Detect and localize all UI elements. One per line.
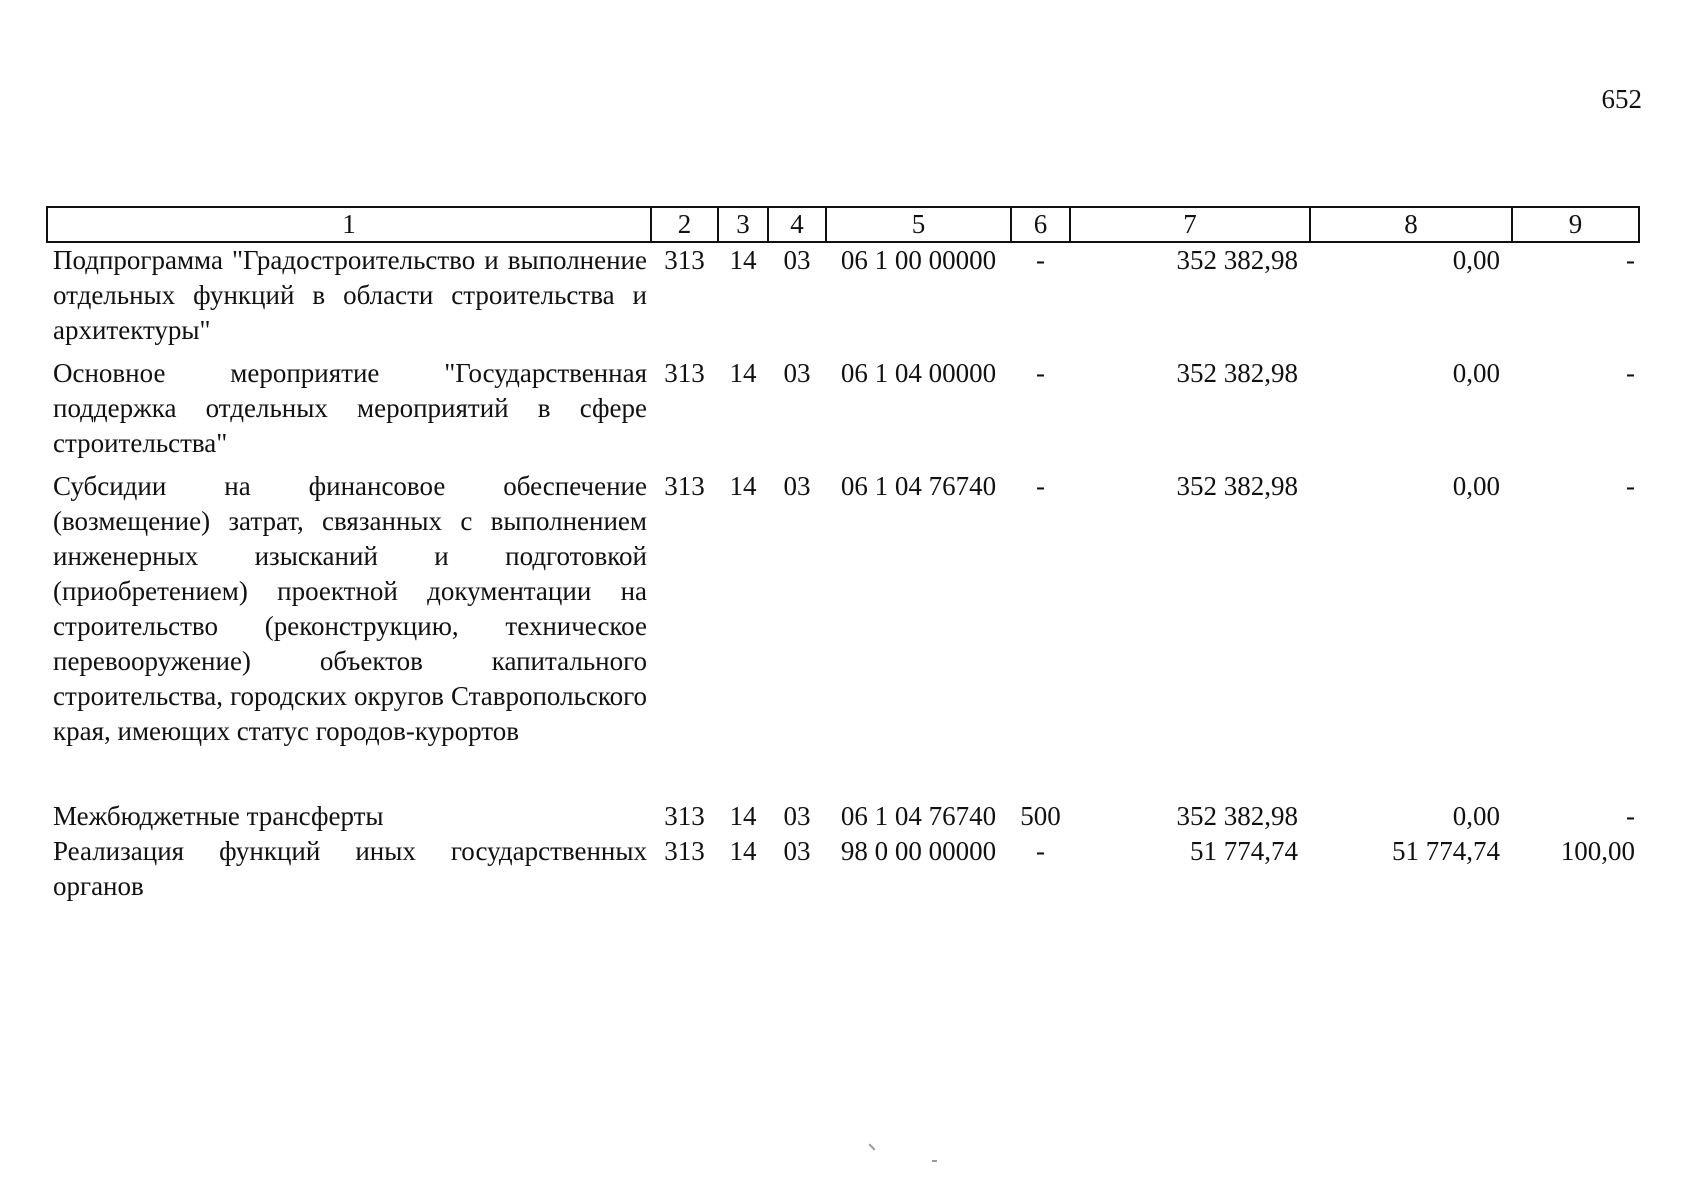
scan-artifact — [868, 1143, 875, 1150]
row-name: Субсидии на финансовое обеспечение (возмещение) затрат, связанных с выполнением инженерных изысканий и подготовкой (приобретением) проектной документации на строительство (реконструкцию, техническое перевооружение) объектов капитального строительства, городских округов Ставропольского края, имеющих статус городов-курортов — [53, 471, 647, 746]
header-row — [47, 207, 1639, 242]
row-actual-amount: 0,00 — [1452, 801, 1500, 831]
row-target-code: 06 1 04 76740 — [840, 471, 997, 501]
table-row — [47, 356, 1639, 469]
row-ministry-code: 313 — [664, 836, 705, 866]
table-row — [47, 469, 1639, 799]
header-col-8: 8 — [1310, 207, 1512, 242]
row-name: Подпрограмма "Градостроительство и выполнение отдельных функций в области строительства и архитектуры" — [53, 245, 647, 345]
row-subsection-code: 03 — [783, 471, 811, 501]
row-ministry-code: 313 — [664, 358, 705, 388]
table-body — [47, 242, 1639, 904]
page-number: 652 — [1601, 84, 1642, 114]
row-expense-type: 500 — [1020, 801, 1061, 831]
row-percent: - — [1626, 801, 1635, 831]
table-row — [47, 799, 1639, 834]
header-col-1: 1 — [47, 207, 651, 242]
table-row — [47, 834, 1639, 904]
row-target-code: 98 0 00 00000 — [840, 836, 997, 866]
row-expense-type: - — [1036, 358, 1045, 388]
budget-table — [46, 206, 1640, 904]
row-percent: 100,00 — [1560, 836, 1635, 866]
row-percent: - — [1626, 471, 1635, 501]
row-actual-amount: 0,00 — [1452, 471, 1500, 501]
row-expense-type: - — [1036, 245, 1045, 275]
header-col-7: 7 — [1070, 207, 1310, 242]
header-col-9: 9 — [1512, 207, 1639, 242]
header-col-6: 6 — [1011, 207, 1070, 242]
row-ministry-code: 313 — [664, 801, 705, 831]
row-target-code: 06 1 00 00000 — [840, 245, 997, 275]
row-actual-amount: 0,00 — [1452, 358, 1500, 388]
row-section-code: 14 — [729, 245, 757, 275]
row-planned-amount: 352 382,98 — [1176, 245, 1298, 275]
row-percent: - — [1626, 358, 1635, 388]
row-planned-amount: 51 774,74 — [1190, 836, 1298, 866]
header-col-2: 2 — [651, 207, 718, 242]
row-subsection-code: 03 — [783, 836, 811, 866]
table-header — [47, 207, 1639, 242]
table-row — [47, 242, 1639, 356]
row-subsection-code: 03 — [783, 245, 811, 275]
row-section-code: 14 — [729, 836, 757, 866]
row-actual-amount: 51 774,74 — [1392, 836, 1500, 866]
row-ministry-code: 313 — [664, 245, 705, 275]
row-target-code: 06 1 04 76740 — [840, 801, 997, 831]
header-col-5: 5 — [826, 207, 1011, 242]
row-planned-amount: 352 382,98 — [1176, 471, 1298, 501]
header-col-3: 3 — [718, 207, 768, 242]
row-target-code: 06 1 04 00000 — [840, 358, 997, 388]
row-planned-amount: 352 382,98 — [1176, 801, 1298, 831]
row-section-code: 14 — [729, 801, 757, 831]
row-section-code: 14 — [729, 358, 757, 388]
header-col-4: 4 — [768, 207, 826, 242]
row-ministry-code: 313 — [664, 471, 705, 501]
row-name: Межбюджетные трансферты — [53, 801, 384, 831]
row-expense-type: - — [1036, 836, 1045, 866]
row-subsection-code: 03 — [783, 358, 811, 388]
row-expense-type: - — [1036, 471, 1045, 501]
row-percent: - — [1626, 245, 1635, 275]
row-subsection-code: 03 — [783, 801, 811, 831]
row-name: Основное мероприятие "Государственная поддержка отдельных мероприятий в сфере строительства" — [53, 358, 647, 458]
row-name: Реализация функций иных государственных органов — [53, 836, 647, 901]
scan-artifact — [932, 1160, 937, 1162]
row-planned-amount: 352 382,98 — [1176, 358, 1298, 388]
row-section-code: 14 — [729, 471, 757, 501]
row-actual-amount: 0,00 — [1452, 245, 1500, 275]
